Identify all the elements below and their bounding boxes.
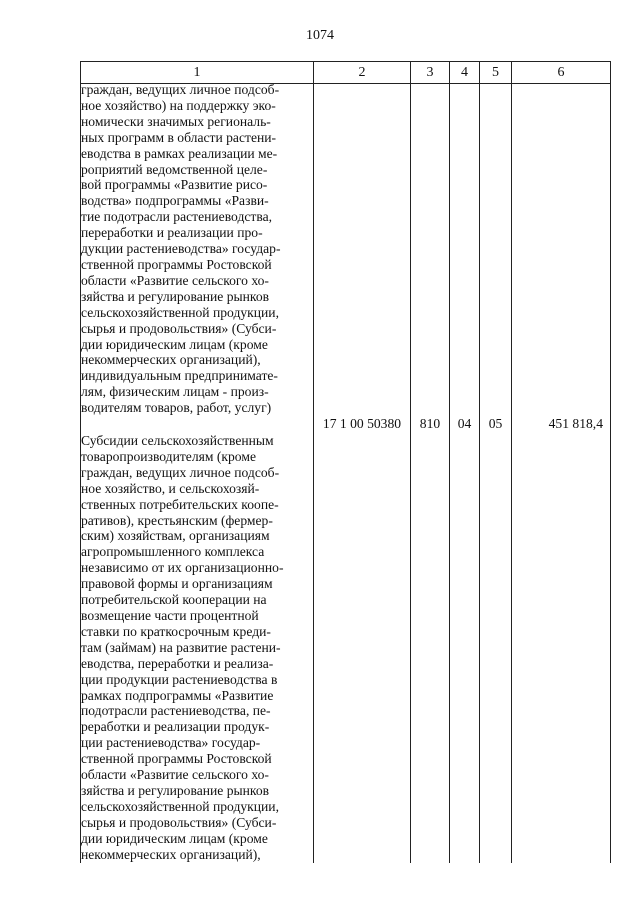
row-section bbox=[450, 84, 480, 417]
table-row bbox=[81, 416, 611, 862]
row-amount bbox=[512, 84, 611, 417]
column-header-4: 4 bbox=[450, 62, 480, 84]
column-number-row bbox=[81, 62, 611, 84]
row-amount: 451 818,4 bbox=[512, 416, 611, 862]
column-header-2: 2 bbox=[314, 62, 411, 84]
table-row bbox=[81, 84, 611, 417]
row-description bbox=[81, 84, 314, 417]
row-subsection: 05 bbox=[480, 416, 512, 862]
row-target-code: 17 1 00 50380 bbox=[314, 416, 411, 862]
row-expense-type: 810 bbox=[411, 416, 450, 862]
row-target-code bbox=[314, 84, 411, 417]
page-number: 1074 bbox=[306, 28, 334, 43]
column-header-6: 6 bbox=[512, 62, 611, 84]
row-description-text: Субсидии сельскохозяйственным товаропроизводителям (кроме граждан, ведущих личное подсоб- ное хозяйство, и сельскохозяй- ственных потребительских коопе- ративов), крестьянским (фермер- ским) хозяйствам, организациям агропромышленного комплекса независимо от их организационно- правовой формы и организациям потребительской кооперации на возмещение части процентной ставки по краткосрочным креди- там (займам) на развитие растени- еводства, переработки и реализа- ции продукции растениеводства в рамках подпрограммы «Развитие подотрасли растениеводства, пе- реработки и реализации продук- ции растениеводства» государ- ственной программы Ростовской области «Развитие сельского хо- зяйства и регулирование рынков сельскохозяйственной продукции, сырья и продовольствия» (Субси- дии юридическим лицам (кроме некоммерческих организаций), bbox=[81, 433, 284, 862]
row-description-text: граждан, ведущих личное подсоб- ное хозяйство) на поддержку эко- номически значимых региональ- ных программ в области растени- еводства в рамках реализации ме- роприятий ведомственной целе- вой программы «Развитие рисо- водства» подпрограммы «Разви- тие подотрасли растениеводства, переработки и реализации про- дукции растениеводства» государ- ственной программы Ростовской области «Развитие сельского хо- зяйства и регулирование рынков сельскохозяйственной продукции, сырья и продовольствия» (Субси- дии юридическим лицам (кроме некоммерческих организаций), индивидуальным предпринимате- лям, физическим лицам - произ- водителям товаров, работ, услуг) bbox=[81, 82, 281, 416]
column-header-3: 3 bbox=[411, 62, 450, 84]
row-section: 04 bbox=[450, 416, 480, 862]
column-header-5: 5 bbox=[480, 62, 512, 84]
column-header-1: 1 bbox=[81, 62, 314, 84]
row-subsection bbox=[480, 84, 512, 417]
row-description bbox=[81, 416, 314, 862]
row-expense-type bbox=[411, 84, 450, 417]
budget-table bbox=[80, 61, 611, 863]
